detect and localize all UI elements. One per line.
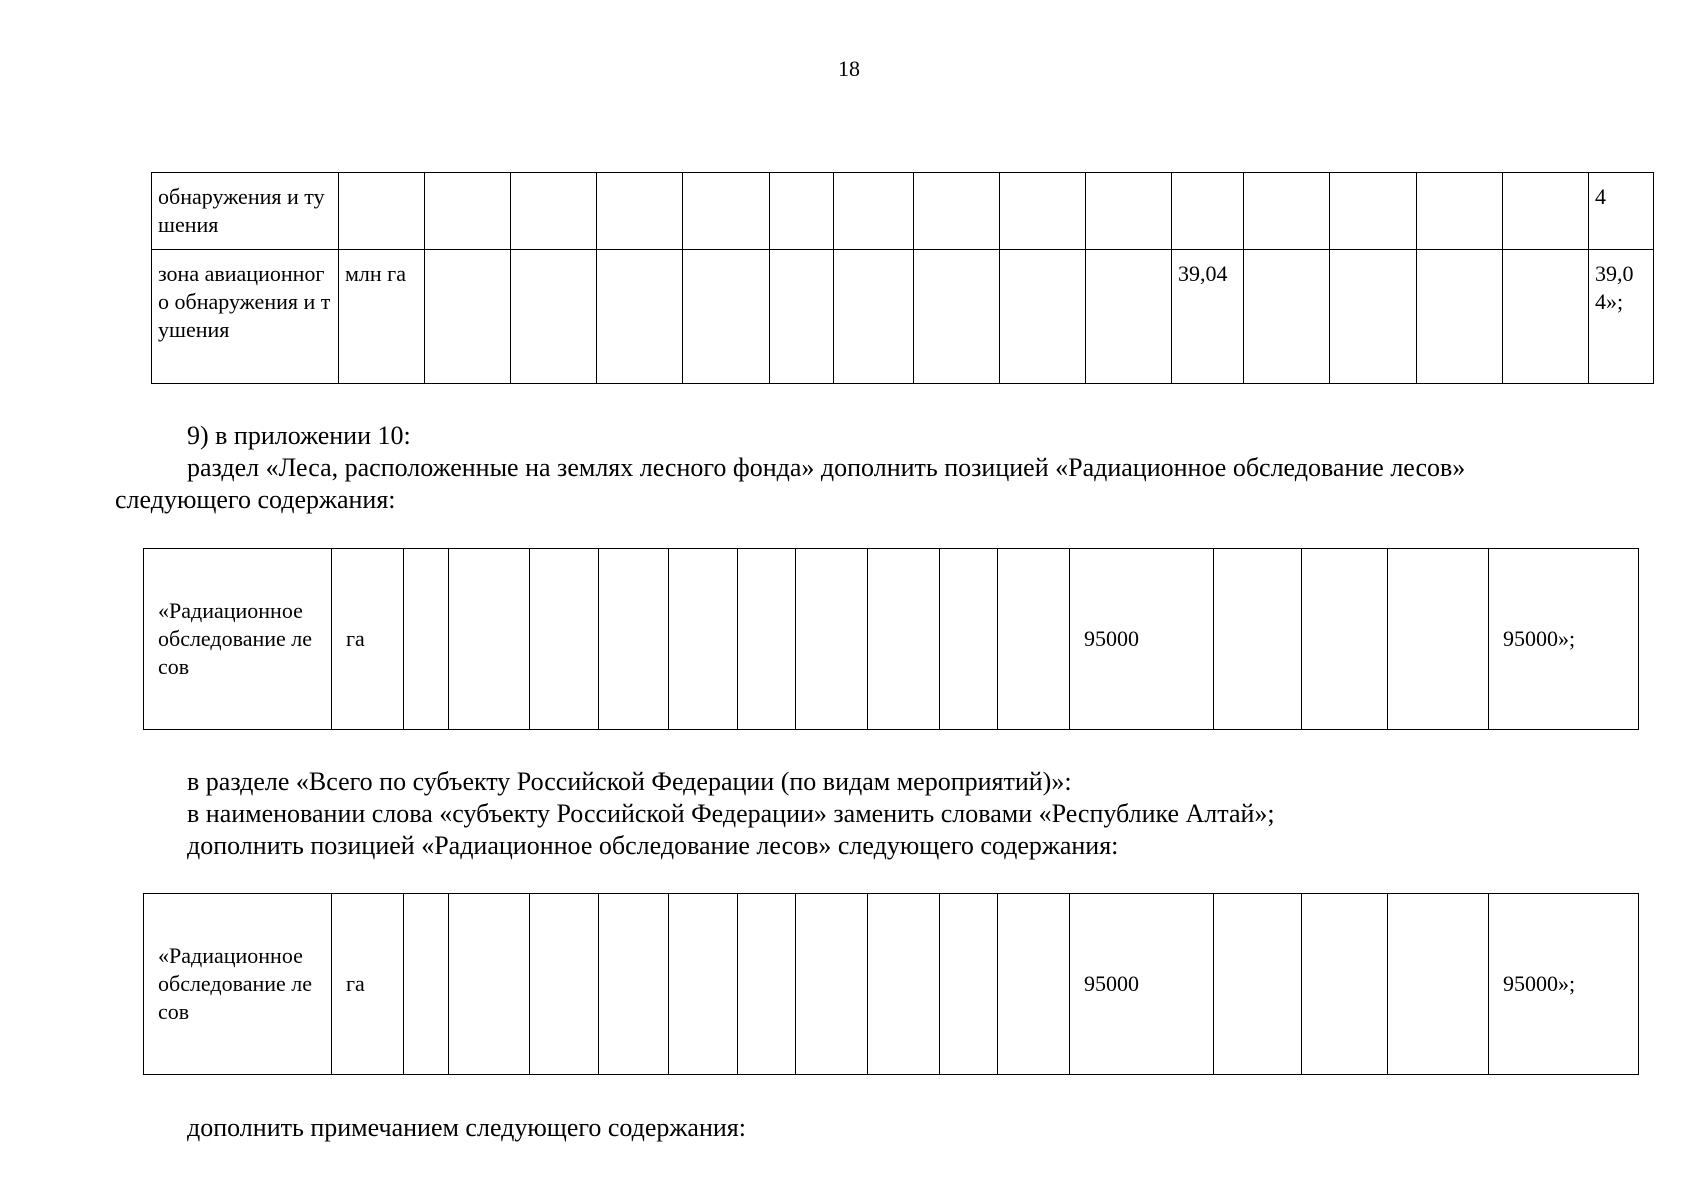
unit-cell: га (332, 549, 404, 730)
total-section-heading: в разделе «Всего по субъекту Российской Федерации (по видам мероприятий)»: (187, 767, 1072, 796)
empty-cell (1214, 894, 1302, 1075)
empty-cell (1214, 549, 1302, 730)
empty-cell (1417, 173, 1503, 250)
empty-cell (1302, 549, 1388, 730)
empty-cell (1388, 549, 1489, 730)
empty-cell (770, 173, 834, 250)
empty-cell (1417, 250, 1503, 384)
empty-cell (599, 549, 669, 730)
item-9-heading: 9) в приложении 10: (187, 421, 411, 450)
empty-cell (599, 894, 669, 1075)
row-name-cell: «Радиационное обследование лесов (144, 894, 332, 1075)
empty-cell (511, 250, 597, 384)
empty-cell (1330, 250, 1417, 384)
empty-cell (770, 250, 834, 384)
empty-cell (511, 173, 597, 250)
empty-cell (1000, 173, 1086, 250)
total-cell: 95000»; (1489, 549, 1639, 730)
empty-cell (683, 173, 770, 250)
table-row (152, 250, 1654, 384)
empty-cell (530, 549, 599, 730)
table-radiation-survey (143, 548, 1639, 730)
empty-cell (1388, 894, 1489, 1075)
empty-cell (1503, 173, 1589, 250)
value-cell: 39,04 (1172, 250, 1244, 384)
add-note-instruction: дополнить примечанием следующего содержания: (187, 1113, 746, 1142)
add-position-instruction: дополнить позицией «Радиационное обследование лесов» следующего содержания: (187, 831, 1119, 860)
empty-cell (940, 894, 998, 1075)
empty-cell (796, 894, 868, 1075)
unit-cell: га (332, 894, 404, 1075)
empty-cell (1086, 250, 1172, 384)
table-row (152, 173, 1654, 250)
rename-instruction: в наименовании слова «субъекту Российской Федерации» заменить словами «Республике Алтай»; (187, 799, 1275, 828)
empty-cell (425, 250, 511, 384)
unit-cell (339, 173, 425, 250)
empty-cell (597, 173, 683, 250)
empty-cell (1244, 250, 1330, 384)
empty-cell (404, 894, 449, 1075)
empty-cell (998, 894, 1070, 1075)
row-name-cell: «Радиационное обследование лесов (144, 549, 332, 730)
empty-cell (530, 894, 599, 1075)
empty-cell (1086, 173, 1172, 250)
empty-cell (868, 894, 940, 1075)
empty-cell (914, 250, 1000, 384)
total-cell: 95000»; (1489, 894, 1639, 1075)
total-cell: 4 (1589, 173, 1654, 250)
empty-cell (1244, 173, 1330, 250)
empty-cell (1000, 250, 1086, 384)
empty-cell (914, 173, 1000, 250)
empty-cell (1330, 173, 1417, 250)
value-cell (1172, 173, 1244, 250)
empty-cell (834, 173, 914, 250)
empty-cell (425, 173, 511, 250)
section-amendment-line1: раздел «Леса, расположенные на землях лесного фонда» дополнить позицией «Радиационное обследование лесов» (187, 453, 1466, 482)
empty-cell (669, 894, 738, 1075)
empty-cell (1503, 250, 1589, 384)
unit-cell: млн га (339, 250, 425, 384)
empty-cell (1302, 894, 1388, 1075)
empty-cell (597, 250, 683, 384)
total-cell: 39,04»; (1589, 250, 1654, 384)
section-amendment-line2: следующего содержания: (115, 485, 396, 514)
empty-cell (449, 549, 530, 730)
table-row (144, 894, 1639, 1075)
empty-cell (669, 549, 738, 730)
row-name-cell: обнаружения и тушения (152, 173, 339, 250)
empty-cell (404, 549, 449, 730)
empty-cell (738, 894, 796, 1075)
empty-cell (998, 549, 1070, 730)
empty-cell (796, 549, 868, 730)
table-air-detection (151, 172, 1654, 384)
row-name-cell: зона авиационного обнаружения и тушения (152, 250, 339, 384)
table-radiation-survey-total (143, 893, 1639, 1075)
empty-cell (940, 549, 998, 730)
empty-cell (738, 549, 796, 730)
empty-cell (683, 250, 770, 384)
empty-cell (868, 549, 940, 730)
value-cell: 95000 (1070, 549, 1214, 730)
value-cell: 95000 (1070, 894, 1214, 1075)
empty-cell (449, 894, 530, 1075)
page-number: 18 (838, 56, 860, 81)
table-row (144, 549, 1639, 730)
empty-cell (834, 250, 914, 384)
